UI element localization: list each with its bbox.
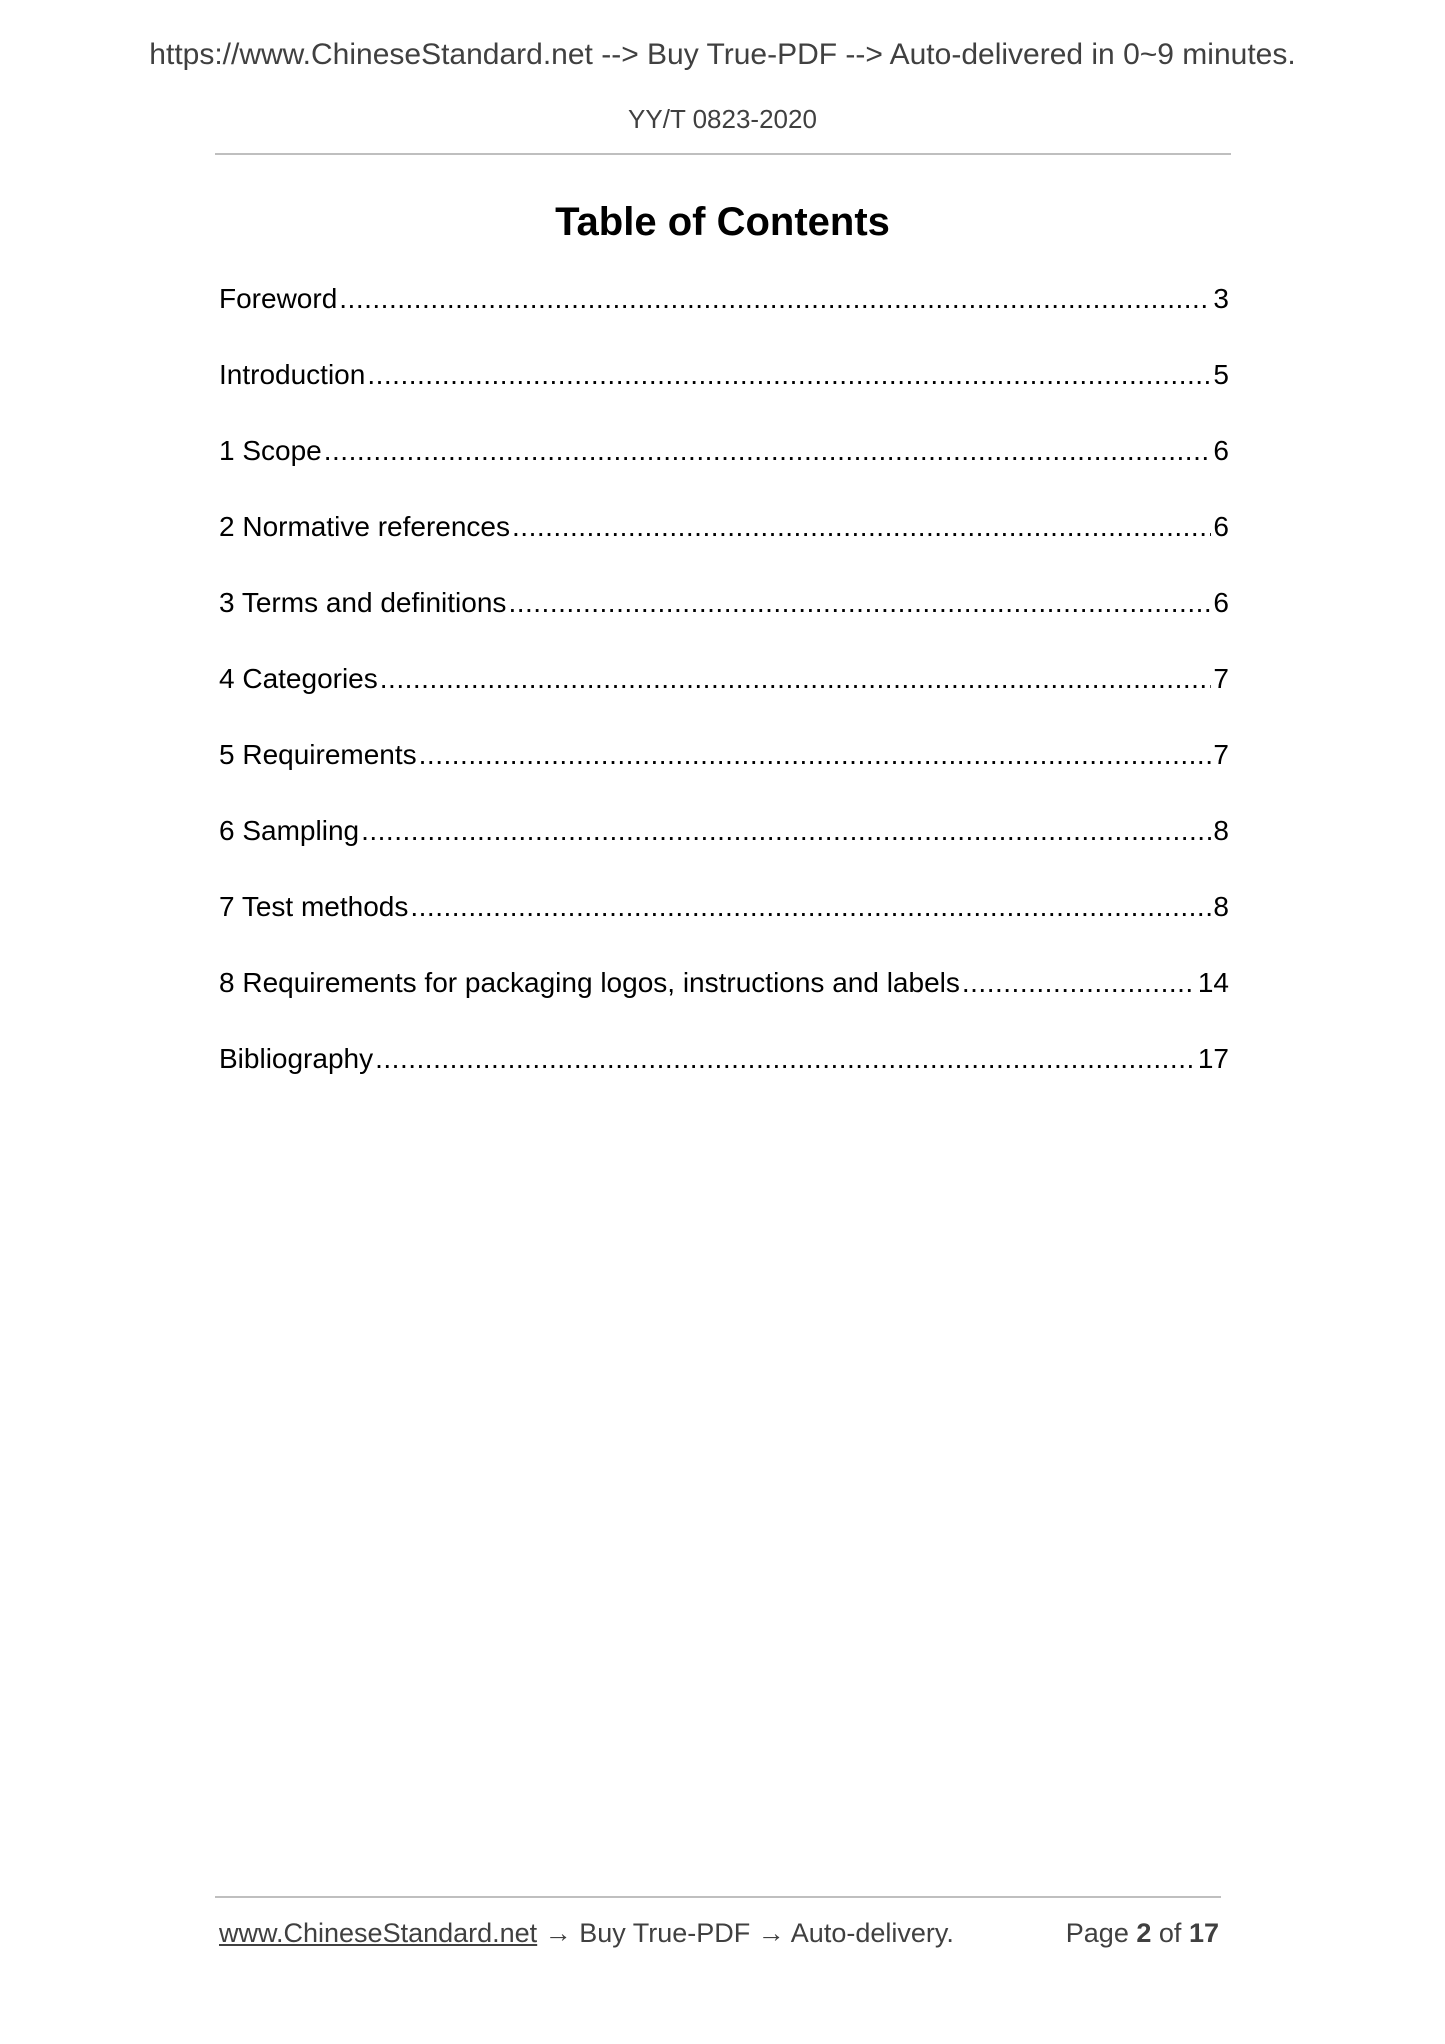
toc-entry-page: 6 bbox=[1213, 435, 1229, 466]
toc-dot-leader bbox=[380, 656, 1212, 702]
page-title: Table of Contents bbox=[555, 200, 890, 244]
toc-dot-leader bbox=[324, 428, 1212, 474]
toc-entry-page: 17 bbox=[1197, 1043, 1229, 1074]
toc-entry-packaging-requirements[interactable] bbox=[219, 960, 1229, 1036]
toc-entry-page: 6 bbox=[1213, 511, 1229, 542]
footer-delivery-text: Auto-delivery. bbox=[790, 1918, 954, 1948]
toc-entry-label: Foreword bbox=[219, 283, 338, 314]
page-word: Page bbox=[1065, 1918, 1129, 1948]
toc-entry-label: 7 Test methods bbox=[219, 891, 409, 922]
current-page-number: 2 bbox=[1136, 1918, 1152, 1948]
toc-entry-label: 1 Scope bbox=[219, 435, 322, 466]
toc-entry-page: 8 bbox=[1213, 815, 1229, 846]
header-divider bbox=[215, 153, 1231, 155]
toc-entry-label: 4 Categories bbox=[219, 663, 378, 694]
arrow-right-icon: → bbox=[757, 1918, 785, 1948]
toc-dot-leader bbox=[962, 960, 1196, 1006]
footer-divider bbox=[215, 1896, 1221, 1898]
toc-entry-page: 8 bbox=[1213, 891, 1229, 922]
toc-entry-label: Introduction bbox=[219, 359, 366, 390]
arrow-right-icon: → bbox=[544, 1918, 572, 1948]
of-word: of bbox=[1158, 1918, 1182, 1948]
footer-buy-text: Buy True-PDF bbox=[579, 1918, 751, 1948]
footer bbox=[219, 1918, 1219, 1949]
document-code: YY/T 0823-2020 bbox=[628, 104, 817, 134]
toc-entry-label: 5 Requirements bbox=[219, 739, 417, 770]
toc-entry-requirements[interactable] bbox=[219, 732, 1229, 808]
toc-dot-leader bbox=[375, 1036, 1196, 1082]
toc-entry-foreword[interactable] bbox=[219, 276, 1229, 352]
toc-entry-label: 2 Normative references bbox=[219, 511, 511, 542]
toc-dot-leader bbox=[361, 808, 1211, 854]
toc-dot-leader bbox=[512, 504, 1211, 550]
toc-entry-page: 7 bbox=[1213, 739, 1229, 770]
toc-entry-page: 5 bbox=[1213, 359, 1229, 390]
footer-site-link[interactable]: www.ChineseStandard.net bbox=[219, 1918, 538, 1948]
toc-entry-terms-and-definitions[interactable] bbox=[219, 580, 1229, 656]
toc-entry-scope[interactable] bbox=[219, 428, 1229, 504]
toc-entry-page: 14 bbox=[1197, 967, 1229, 998]
toc-entry-introduction[interactable] bbox=[219, 352, 1229, 428]
toc-entry-categories[interactable] bbox=[219, 656, 1229, 732]
toc-entry-bibliography[interactable] bbox=[219, 1036, 1229, 1112]
table-of-contents bbox=[219, 276, 1229, 1112]
total-page-count: 17 bbox=[1188, 1918, 1219, 1948]
toc-dot-leader bbox=[367, 352, 1211, 398]
toc-entry-sampling[interactable] bbox=[219, 808, 1229, 884]
toc-dot-leader bbox=[508, 580, 1211, 626]
top-banner-text: https://www.ChineseStandard.net --> Buy True-PDF --> Auto-delivered in 0~9 minutes. bbox=[149, 38, 1296, 71]
page-indicator bbox=[1066, 1918, 1219, 1949]
toc-entry-label: 8 Requirements for packaging logos, instructions and labels bbox=[219, 967, 960, 998]
toc-entry-page: 7 bbox=[1213, 663, 1229, 694]
toc-dot-leader bbox=[339, 276, 1211, 322]
toc-entry-normative-references[interactable] bbox=[219, 504, 1229, 580]
toc-entry-page: 3 bbox=[1213, 283, 1229, 314]
toc-dot-leader bbox=[419, 732, 1212, 778]
toc-entry-label: 3 Terms and definitions bbox=[219, 587, 507, 618]
toc-dot-leader bbox=[410, 884, 1211, 930]
toc-entry-test-methods[interactable] bbox=[219, 884, 1229, 960]
toc-entry-label: Bibliography bbox=[219, 1043, 374, 1074]
toc-entry-page: 6 bbox=[1213, 587, 1229, 618]
toc-entry-label: 6 Sampling bbox=[219, 815, 360, 846]
